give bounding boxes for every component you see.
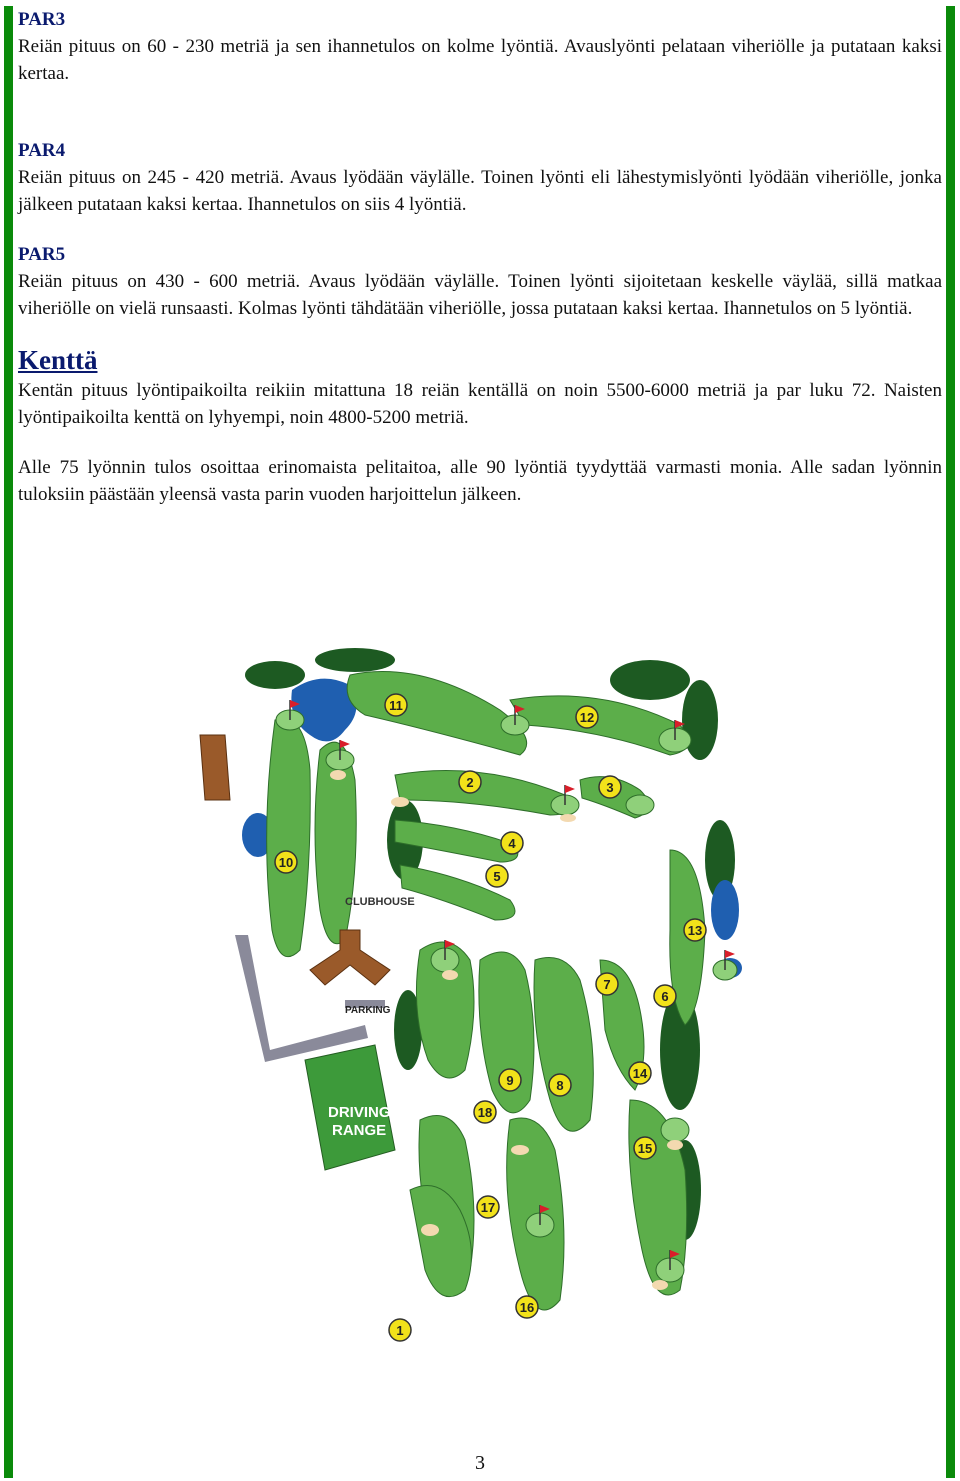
par4-heading: PAR4	[18, 140, 66, 161]
par3-heading: PAR3	[18, 9, 66, 30]
clubhouse-label: CLUBHOUSE	[345, 896, 415, 908]
hole-number-9: 9	[506, 1073, 514, 1088]
kentta-paragraph-1: Kentän pituus lyöntipaikoilta reikiin mitattuna 18 reiän kentällä on noin 5500-6000 metriä ja par luku 72. Naisten lyöntipaikoilta kenttä on lyhyempi, noin 4800-5200 metriä.	[18, 380, 942, 428]
golf-course-map	[180, 630, 772, 1365]
hole-number-5: 5	[493, 869, 501, 884]
hole-number-18: 18	[477, 1105, 493, 1120]
par5-text: Reiän pituus on 430 - 600 metriä. Avaus lyödään väylälle. Toinen lyönti sijoitetaan keskelle väylää, sillä matkaa viheriölle on vielä runsaasti. Kolmas lyönti tähdätään viheriölle, jossa putataan kaksi kertaa. Ihannetulos on 5 lyöntiä.	[18, 271, 942, 319]
hole-number-17: 17	[480, 1200, 496, 1215]
hole-number-16: 16	[519, 1300, 535, 1315]
hole-number-2: 2	[466, 775, 474, 790]
hole-number-7: 7	[603, 977, 611, 992]
document-content	[18, 6, 942, 508]
page-number: 3	[475, 1452, 485, 1474]
driving-range-label-2: RANGE	[332, 1122, 387, 1139]
hole-number-4: 4	[508, 836, 516, 851]
hole-number-6: 6	[661, 989, 669, 1004]
left-border	[4, 6, 13, 1478]
driving-range-label-1: DRIVING	[328, 1104, 391, 1121]
kentta-paragraph-2: Alle 75 lyönnin tulos osoittaa erinomaista pelitaitoa, alle 90 lyöntiä tyydyttää varmasti monia. Alle sadan lyönnin tuloksiin päästään yleensä vasta parin vuoden harjoittelun jälkeen.	[18, 457, 942, 505]
hole-number-12: 12	[579, 710, 595, 725]
hole-number-10: 10	[278, 855, 294, 870]
right-border	[946, 6, 955, 1478]
hole-number-8: 8	[556, 1078, 564, 1093]
parking-label: PARKING	[345, 1005, 391, 1016]
par3-text: Reiän pituus on 60 - 230 metriä ja sen ihannetulos on kolme lyöntiä. Avauslyönti pelataan viheriölle ja putataan kaksi kertaa.	[18, 36, 942, 84]
par4-text: Reiän pituus on 245 - 420 metriä. Avaus lyödään väylälle. Toinen lyönti eli lähestymislyönti lyödään viheriölle, jonka jälkeen putataan kaksi kertaa. Ihannetulos on siis 4 lyöntiä.	[18, 167, 942, 215]
hole-number-13: 13	[687, 923, 703, 938]
hole-number-3: 3	[606, 780, 614, 795]
hole-number-14: 14	[632, 1066, 648, 1081]
kentta-heading: Kenttä	[18, 345, 98, 375]
hole-number-11: 11	[389, 698, 403, 713]
hole-number-1: 1	[396, 1323, 404, 1338]
par5-heading: PAR5	[18, 244, 66, 265]
clubhouse-building	[310, 930, 390, 985]
hole-number-15: 15	[637, 1141, 653, 1156]
